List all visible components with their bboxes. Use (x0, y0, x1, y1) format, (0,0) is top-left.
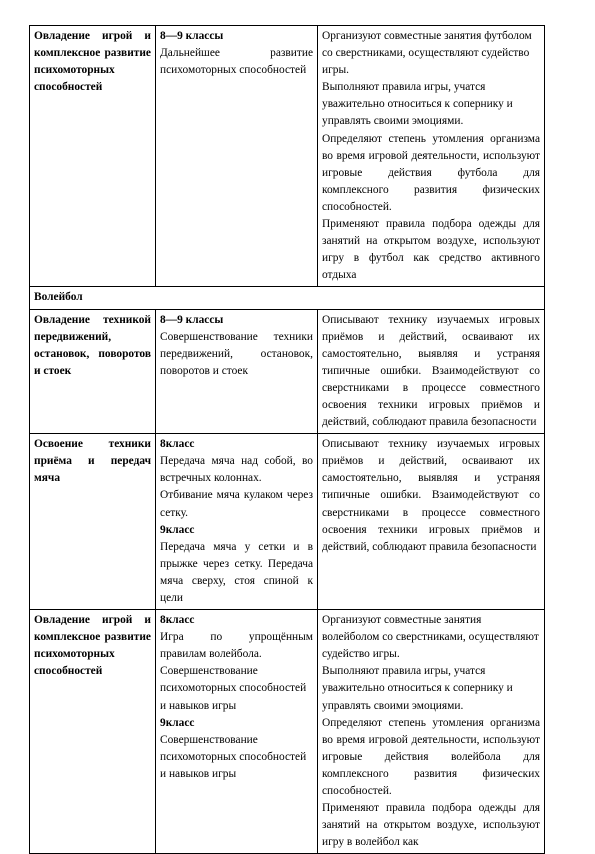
table-row (30, 434, 545, 610)
activity-paragraph: Применяют правила подбора одежды для занятий на открытом воздухе, используют игру в волейбол как (322, 802, 540, 849)
activity-paragraph: Организуют совместные занятия футболом со сверстниками, осуществляют судейство игры. (322, 30, 532, 77)
activity-paragraph: Определяют степень утомления организма во время игровой деятельности, используют игровые действия волейбола для комплексного развития физических способностей. (322, 716, 540, 798)
section-row (30, 287, 545, 309)
activity-paragraph: Организуют совместные занятия волейболом со сверстниками, осуществляют судейство игры. (322, 614, 539, 661)
activity-paragraph: Применяют правила подбора одежды для занятий на открытом воздухе, используют игру в футбол как средство активного отдыха (322, 218, 540, 282)
grade-label: 8класс (160, 614, 195, 627)
content-line: Отбивание мяча кулаком через сетку. (160, 489, 313, 519)
table-row (30, 26, 545, 287)
content-line: Совершенствование психомоторных способностей и навыков игры (160, 665, 307, 712)
topic-cell: Овладение техникой передвижений, остановок, поворотов и стоек (30, 309, 156, 434)
grade-label: 9класс (160, 716, 195, 729)
content-line: Передача мяча над собой, во встречных колоннах. (160, 455, 313, 485)
activity-paragraph: Выполняют правила игры, учатся уважительно относиться к сопернику и управлять своими эмоциями. (322, 665, 513, 712)
content-line: Совершенствование техники передвижений, остановок, поворотов и стоек (160, 330, 313, 377)
activity-paragraph: Определяют степень утомления организма во время игровой деятельности, используют игровые действия футбола для комплексного развития физических способностей. (322, 132, 540, 213)
activity-paragraph: Описывают технику изучаемых игровых приёмов и действий, осваивают их самостоятельно, выявляя и устраняя типичные ошибки. Взаимодействуют со сверстниками в процессе совместного освоения техники игровых приёмов и действий, соблюдают правила безопасности (322, 438, 540, 553)
activity-cell (318, 610, 545, 854)
content-line: Игра по упрощённым правилам волейбола. (160, 631, 313, 661)
table-row (30, 309, 545, 434)
content-cell (156, 26, 318, 287)
activity-cell (318, 26, 545, 287)
table-row (30, 610, 545, 854)
content-line: Передача мяча у сетки и в прыжке через сетку. Передача мяча сверху, стоя спиной к цели (160, 540, 313, 604)
topic-cell: Овладение игрой и комплексное развитие психомоторных способностей (30, 26, 156, 287)
section-heading: Волейбол (30, 287, 545, 309)
activity-cell (318, 434, 545, 610)
grade-label: 9класс (160, 523, 195, 536)
content-cell (156, 309, 318, 434)
activity-cell (318, 309, 545, 434)
grade-label: 8—9 классы (160, 30, 224, 42)
content-line: Совершенствование психомоторных способностей и навыков игры (160, 733, 307, 780)
activity-paragraph: Описывают технику изучаемых игровых приёмов и действий, осваивают их самостоятельно, выявляя и устраняя типичные ошибки. Взаимодействуют со сверстниками в процессе совместного освоения техники игровых приёмов и действий, соблюдают правила безопасности (322, 313, 540, 429)
content-cell (156, 610, 318, 854)
grade-label: 8класс (160, 438, 195, 451)
topic-cell: Освоение техники приёма и передач мяча (30, 434, 156, 610)
activity-paragraph: Выполняют правила игры, учатся уважительно относиться к сопернику и управлять своими эмоциями. (322, 81, 513, 128)
content-cell (156, 434, 318, 610)
content-line: Дальнейшее развитие психомоторных способностей (160, 47, 313, 77)
grade-label: 8—9 классы (160, 313, 224, 326)
curriculum-table (29, 25, 545, 854)
topic-cell: Овладение игрой и комплексное развитие психомоторных способностей (30, 610, 156, 854)
